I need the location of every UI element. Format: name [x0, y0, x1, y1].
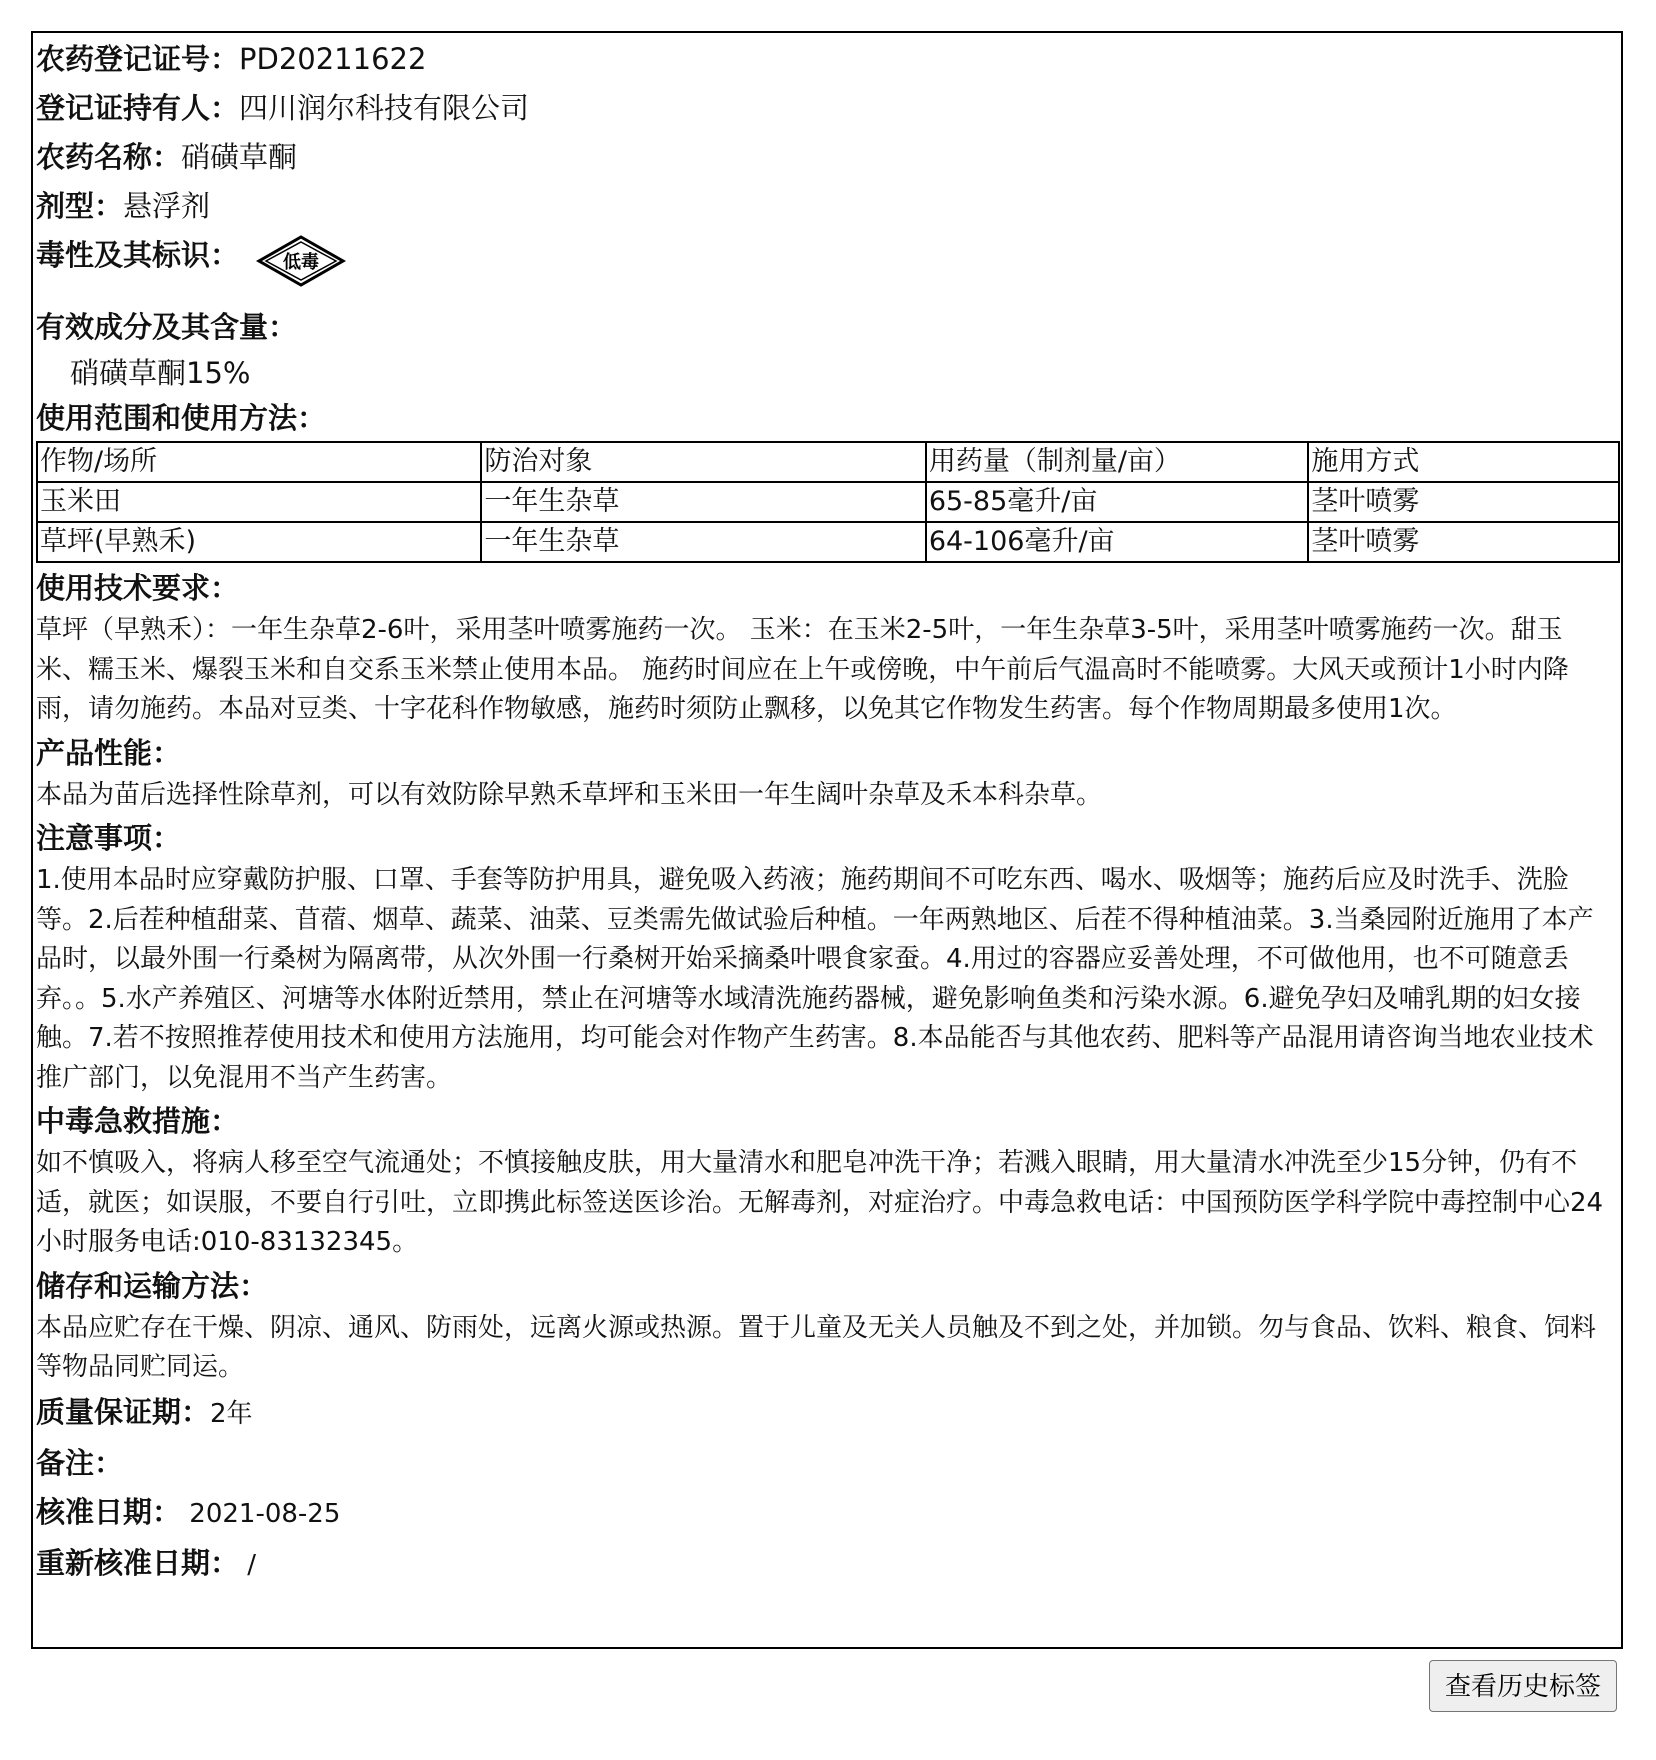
- usage-table: [36, 441, 1620, 563]
- toxicity-badge-text: 低毒: [283, 252, 320, 273]
- remarks-row: [36, 1439, 1618, 1488]
- formulation-value: 悬浮剂: [123, 189, 211, 223]
- active-ingredient-value: 硝磺草酮15%: [70, 356, 251, 390]
- usage-header-cell: 用药量（制剂量/亩）: [926, 442, 1309, 482]
- shelf-life-label: 质量保证期：: [36, 1394, 211, 1429]
- reapproval-date-label: 重新核准日期：: [36, 1545, 240, 1580]
- view-history-labels-button[interactable]: 查看历史标签: [1429, 1660, 1617, 1712]
- technical-label: 使用技术要求：: [36, 571, 240, 605]
- usage-cell: 一年生杂草: [481, 482, 925, 522]
- precautions-label: 注意事项：: [36, 821, 182, 855]
- table-row: [37, 482, 1619, 522]
- approval-date-row: [36, 1488, 1618, 1539]
- pesticide-name-label: 农药名称：: [36, 140, 182, 174]
- toxicity-row: [36, 231, 1618, 303]
- holder-label: 登记证持有人：: [36, 91, 240, 125]
- usage-header-cell: 作物/场所: [37, 442, 481, 482]
- label-info-panel: [31, 31, 1623, 1649]
- table-row: [37, 522, 1619, 562]
- pesticide-name-value: 硝磺草酮: [181, 140, 298, 174]
- registration-number-row: [36, 35, 1618, 84]
- formulation-row: [36, 182, 1618, 231]
- usage-cell: 65-85毫升/亩: [926, 482, 1309, 522]
- usage-cell: 草坪(早熟禾): [37, 522, 481, 562]
- usage-cell: 一年生杂草: [481, 522, 925, 562]
- remarks-label: 备注：: [36, 1445, 124, 1480]
- toxicity-label: 毒性及其标识：: [36, 238, 240, 272]
- usage-label: 使用范围和使用方法：: [36, 401, 327, 435]
- holder-value: 四川润尔科技有限公司: [239, 91, 530, 125]
- performance-text: 本品为苗后选择性除草剂，可以有效防除早熟禾草坪和玉米田一年生阔叶杂草及禾本科杂草。: [36, 779, 1103, 810]
- holder-row: [36, 84, 1618, 133]
- first-aid-text: 如不慎吸入，将病人移至空气流通处；不慎接触皮肤，用大量清水和肥皂冲洗干净；若溅入眼睛，用大量清水冲洗至少15分钟，仍有不适，就医；如误服，不要自行引吐，立即携此标签送医诊治。无解毒剂，对症治疗。中毒急救电话：中国预防医学科学院中毒控制中心24小时服务电话:010-83132345。: [36, 1148, 1604, 1257]
- usage-table-header: [37, 442, 1619, 482]
- approval-date-value: 2021-08-25: [181, 1498, 341, 1529]
- technical-text: 草坪（早熟禾）：一年生杂草2-6叶，采用茎叶喷雾施药一次。 玉米：在玉米2-5叶，一年生杂草3-5叶，采用茎叶喷雾施药一次。甜玉米、糯玉米、爆裂玉米和自交系玉米禁止使用本品。 施药时间应在上午或傍晚，中午前后气温高时不能喷雾。大风天或预计1小时内降雨，请勿施药。本品对豆类、十字花科作物敏感，施药时须防止飘移，以免其它作物发生药害。每个作物周期最多使用1次。: [36, 615, 1569, 724]
- usage-cell: 玉米田: [37, 482, 481, 522]
- reapproval-date-row: [36, 1539, 1618, 1590]
- active-ingredient-label: 有效成分及其含量：: [36, 310, 298, 344]
- pesticide-name-row: [36, 133, 1618, 182]
- active-ingredient-row: [36, 303, 1618, 352]
- performance-label: 产品性能：: [36, 735, 182, 770]
- storage-label: 储存和运输方法：: [36, 1268, 269, 1303]
- registration-number-value: PD20211622: [239, 42, 427, 76]
- low-toxicity-icon: [255, 233, 347, 304]
- usage-header-cell: 施用方式: [1308, 442, 1619, 482]
- registration-number-label: 农药登记证号：: [36, 42, 240, 76]
- first-aid-label: 中毒急救措施：: [36, 1104, 240, 1138]
- formulation-label: 剂型：: [36, 189, 124, 223]
- usage-cell: 茎叶喷雾: [1308, 482, 1619, 522]
- approval-date-label: 核准日期：: [36, 1494, 182, 1529]
- reapproval-date-value: /: [239, 1549, 257, 1580]
- shelf-life-row: [36, 1388, 1618, 1439]
- precautions-text: 1.使用本品时应穿戴防护服、口罩、手套等防护用具，避免吸入药液；施药期间不可吃东西、喝水、吸烟等；施药后应及时洗手、洗脸等。2.后茬种植甜菜、苜蓿、烟草、蔬菜、油菜、豆类需先做试验后种植。一年两熟地区、后茬不得种植油菜。3.当桑园附近施用了本产品时，以最外围一行桑树为隔离带，从次外围一行桑树开始采摘桑叶喂食家蚕。4.用过的容器应妥善处理，不可做他用，也不可随意丢弃。。5.水产养殖区、河塘等水体附近禁用，禁止在河塘等水域清洗施药器械，避免影响鱼类和污染水源。6.避免孕妇及哺乳期的妇女接触。7.若不按照推荐使用技术和使用方法施用，均可能会对作物产生药害。8.本品能否与其他农药、肥料等产品混用请咨询当地农业技术推广部门，以免混用不当产生药害。: [36, 865, 1594, 1093]
- storage-text: 本品应贮存在干燥、阴凉、通风、防雨处，远离火源或热源。置于儿童及无关人员触及不到之处，并加锁。勿与食品、饮料、粮食、饲料等物品同贮同运。: [36, 1312, 1597, 1382]
- usage-cell: 茎叶喷雾: [1308, 522, 1619, 562]
- shelf-life-value: 2年: [210, 1398, 253, 1429]
- usage-cell: 64-106毫升/亩: [926, 522, 1309, 562]
- usage-header-cell: 防治对象: [481, 442, 925, 482]
